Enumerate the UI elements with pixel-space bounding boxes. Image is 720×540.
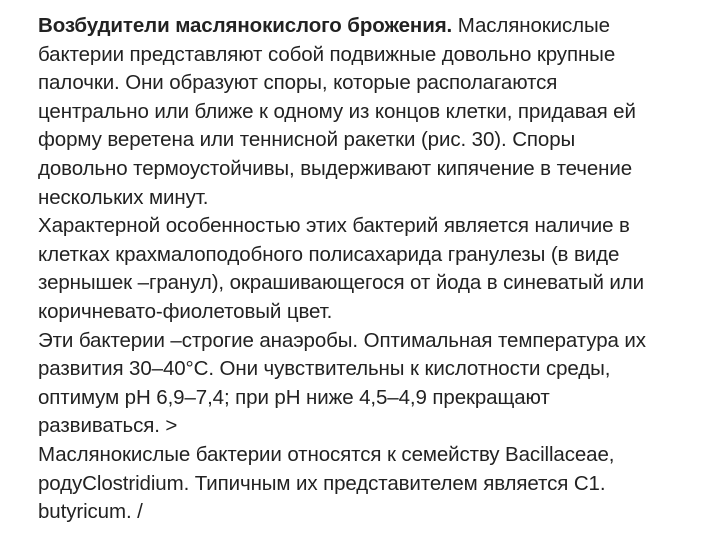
- text-line-16: Маслянокислые бактерии относятся к семейству Bacillaceae,: [38, 442, 615, 466]
- section-heading: Возбудители маслянокислого брожения.: [38, 14, 453, 37]
- text-line-18: butyricum. /: [38, 500, 143, 524]
- text-line-10: зернышек –гранул), окрашивающегося от йода в синеватый или: [38, 271, 644, 295]
- body-text: [38, 12, 708, 527]
- text-line-12: Эти бактерии –строгие анаэробы. Оптимальная температура их: [38, 328, 646, 352]
- text-line-15: развиваться. >: [38, 414, 178, 438]
- text-line-1: [38, 12, 708, 41]
- text-line-2: бактерии представляют собой подвижные довольно крупные: [38, 42, 616, 66]
- text-line-3: палочки. Они образуют споры, которые располагаются: [38, 71, 558, 95]
- text-line-13: развития 30–40°С. Они чувствительны к кислотности среды,: [38, 357, 611, 381]
- text-line-17: родуClostridium. Типичным их представителем является C1.: [38, 471, 606, 495]
- text-line-8: Характерной особенностью этих бактерий является наличие в: [38, 214, 630, 238]
- text-line-14: оптимум рН 6,9–7,4; при рН ниже 4,5–4,9 прекращают: [38, 385, 550, 409]
- text-line-7: нескольких минут.: [38, 185, 209, 209]
- text-line-1-rest: Маслянокислые: [457, 14, 610, 37]
- text-line-9: клетках крахмалоподобного полисахарида гранулезы (в виде: [38, 242, 620, 266]
- text-line-6: довольно термоустойчивы, выдерживают кипячение в течение: [38, 156, 633, 180]
- text-line-5: форму веретена или теннисной ракетки (рис. 30). Споры: [38, 128, 576, 152]
- text-line-11: коричневато-фиолетовый цвет.: [38, 299, 333, 323]
- text-line-4: центрально или ближе к одному из концов клетки, придавая ей: [38, 99, 636, 123]
